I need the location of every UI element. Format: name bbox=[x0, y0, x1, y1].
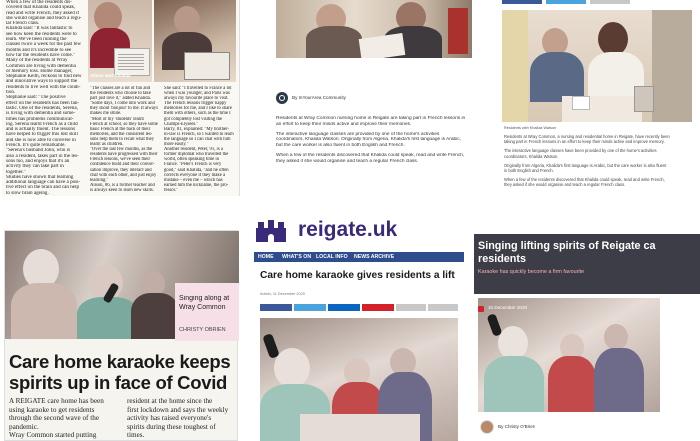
column-3-line: France. "Peter's French is very bbox=[164, 162, 222, 168]
column-1-line: months and it's incredible to see bbox=[6, 47, 72, 53]
article-text-line: The interactive language classes have been provided by one of the home's activities bbox=[504, 148, 657, 154]
column-2-line: learning." bbox=[90, 177, 109, 183]
column-1-line: and innovative ways to support the bbox=[6, 79, 78, 85]
share-email-button[interactable] bbox=[396, 304, 426, 311]
column-1-line: learn. We've been running the bbox=[6, 37, 67, 43]
page-headline: Care home karaoke gives residents a lift bbox=[260, 270, 455, 281]
column-1-line: residents to live well with the condi- bbox=[6, 84, 81, 90]
column-1-line: she would organise and teach a regu- bbox=[6, 15, 82, 21]
column-1-line: have helped to trigger this lost skill bbox=[6, 132, 78, 138]
column-1-line: tion. bbox=[6, 90, 16, 96]
article-column-2 bbox=[90, 86, 162, 193]
column-2-line: they shout 'bonjour' to me. It always bbox=[90, 106, 158, 112]
site-name[interactable]: reigate.uk bbox=[298, 218, 398, 241]
column-1-line: or memory loss. Home manager, bbox=[6, 68, 73, 74]
column-1-line: Common are living with dementia bbox=[6, 63, 76, 69]
column-1-line: ing. Serena learnt French as a child bbox=[6, 121, 78, 127]
column-2-line: sons help them to recall what they bbox=[90, 136, 155, 142]
column-2-line: sation improve, they interact and bbox=[90, 167, 152, 173]
headline-line-1: Care home karaoke keeps bbox=[9, 351, 231, 372]
article-text-line: but the care worker is also fluent in both English and French. bbox=[276, 143, 405, 149]
article-text-line: in both English and French. bbox=[504, 168, 554, 174]
column-3-line: corrects everyone if they make a bbox=[164, 172, 226, 178]
sub-headline: Karaoke has quickly become a firm favourite bbox=[478, 269, 585, 275]
column-3-line: Champs-Elysées." bbox=[164, 121, 199, 127]
column-1-line: tastic. One of the residents, Serena, bbox=[6, 105, 78, 111]
article-text-line: Residents at Wray Common, a nursing and residential home in Reigate, have recently been bbox=[504, 134, 670, 139]
column-1-line: effect on the residents has been fan- bbox=[6, 100, 80, 106]
column-1-line: French. It's quite remarkable. bbox=[6, 143, 66, 149]
article-photo-karaoke bbox=[478, 298, 660, 412]
castle-crest-icon bbox=[256, 220, 286, 242]
column-2-line: "Over the last few months, as the bbox=[90, 147, 153, 153]
photo-callout bbox=[175, 283, 239, 341]
column-1-line: Wray Common started putting bbox=[9, 431, 97, 440]
column-2-line: French at school, so they have some bbox=[90, 121, 158, 127]
byline-avatar-icon bbox=[480, 420, 494, 434]
article-photo-class bbox=[154, 0, 236, 82]
article-column-1 bbox=[6, 0, 86, 196]
nav-whats-on[interactable]: WHAT'S ON bbox=[282, 254, 312, 260]
photo-credit: CHRISTY OBRIEN bbox=[179, 327, 226, 333]
article-text-line: they asked if she would organise and teach a regular French class. bbox=[504, 182, 626, 188]
nav-home[interactable]: HOME bbox=[258, 254, 274, 260]
article-text-line: When a few of the residents discovered that Khalida could speak, read and write French, bbox=[276, 152, 465, 158]
column-3-line: good," said Khalida, "and he often bbox=[164, 167, 229, 173]
article-text-line: coordinators, Khalida Watson. bbox=[504, 153, 559, 159]
column-1-line: Studies have shown that learning bbox=[6, 174, 74, 180]
column-2-line: basic French at the back of their bbox=[90, 126, 151, 132]
column-1-line: times has problems communicat- bbox=[6, 116, 74, 122]
share-facebook-button[interactable] bbox=[260, 304, 292, 311]
clip-karaoke-newspaper bbox=[4, 230, 238, 441]
share-linkedin-button[interactable] bbox=[328, 304, 360, 311]
column-3-line: fessor." bbox=[164, 187, 179, 193]
share-facebook-button[interactable] bbox=[502, 0, 542, 4]
nav-news-archive[interactable]: NEWS ARCHIVE bbox=[354, 254, 395, 260]
column-1-line: tive effect on the brain and can help bbox=[6, 185, 80, 191]
article-column-2 bbox=[127, 397, 239, 440]
clip-inyourarea-article bbox=[262, 0, 482, 196]
column-2-line: first lockdown and says the weekly bbox=[127, 405, 229, 414]
column-2-line: chat with each other, and just enjoy bbox=[90, 172, 157, 178]
column-3-line: former diplomat who travelled the bbox=[164, 152, 229, 158]
column-1-line: using karaoke to get residents bbox=[9, 405, 95, 414]
nav-local-info[interactable]: LOCAL INFO bbox=[316, 254, 348, 260]
column-3-line: them with others, such as the time I bbox=[164, 111, 231, 117]
column-2-line: confidence build and their conver- bbox=[90, 162, 155, 168]
column-2-line: activity has raised everyone's bbox=[127, 414, 212, 423]
column-1-line: see how keen the residents were to bbox=[6, 31, 77, 37]
article-text-line: Residents at Wray Common nursing home in Reigate are taking part in French lessons in bbox=[276, 116, 466, 121]
article-text-line: an effort to keep their minds active and improve their memories. bbox=[276, 121, 412, 127]
photo-caption: Alison and Khalida bbox=[90, 73, 131, 78]
column-1-line: through the second wave of the bbox=[9, 414, 100, 423]
column-3-line: when I was younger, and Paris was bbox=[164, 91, 230, 97]
column-3-line: Another resident, Peter, 91, is a bbox=[164, 147, 223, 153]
column-3-line: always my favourite place to visit. bbox=[164, 96, 229, 102]
column-1-line: pandemic. bbox=[9, 422, 39, 431]
article-body bbox=[504, 134, 698, 188]
callout-line-2: Wray Common bbox=[179, 304, 226, 311]
callout-line-1: Singing along at bbox=[179, 295, 230, 302]
column-1-line: activity they can take part in bbox=[6, 164, 64, 170]
article-text-line: coordinators, Khalida Watson. Originally from Algeria, Khalida's first language is Arabic, bbox=[276, 137, 461, 143]
article-meta: Admin, 11 December 2020 bbox=[260, 292, 305, 296]
column-2-line: is always keen to learn new skills. bbox=[90, 187, 154, 193]
headline-line-2: residents bbox=[478, 253, 527, 265]
article-byline[interactable]: By InYourArea Community bbox=[292, 95, 346, 100]
column-1-line: "Serena's husband John, who is bbox=[6, 148, 70, 154]
article-photo-karaoke bbox=[260, 318, 458, 441]
column-1-line: how far the residents have come." bbox=[6, 52, 76, 58]
article-photo-khalida-residents bbox=[502, 10, 692, 122]
column-2-line: times. bbox=[127, 431, 145, 440]
column-1-line: Stephanie said: "The positive bbox=[6, 95, 66, 101]
article-column-1 bbox=[9, 397, 121, 440]
clip-singing-lifting-spirits bbox=[474, 234, 700, 441]
column-3-line: earned him the nickname, the pro- bbox=[164, 182, 229, 188]
headline-line-2: spirits up in face of Covid bbox=[9, 372, 228, 393]
calendar-icon bbox=[478, 306, 484, 312]
share-pinterest-button[interactable] bbox=[362, 304, 394, 311]
share-bar bbox=[502, 0, 694, 4]
column-1-line: and is actually fluent. The lessons bbox=[6, 127, 75, 133]
article-byline[interactable]: By Christy O'Brien bbox=[498, 424, 536, 429]
column-2-line: spirits during these toughest of bbox=[127, 422, 216, 431]
column-3-line: memories for me, and I like to share bbox=[164, 106, 232, 112]
main-nav bbox=[254, 252, 464, 262]
column-2-line: "Some days, I come into work and bbox=[90, 101, 155, 107]
column-2-line: the residents who choose to take bbox=[90, 91, 151, 97]
column-3-line: the language so I can chat with him bbox=[164, 136, 231, 142]
column-1-line: Khalida said: "It was fantastic to bbox=[6, 26, 73, 32]
article-text-line: The interactive language classes are provided by one of the home's activities bbox=[276, 131, 440, 137]
article-body bbox=[276, 116, 480, 165]
photo-caption: Residents with Khalida Watson bbox=[504, 126, 557, 130]
article-text-line: taking part in French lessons in an effort to keep their minds active and improve memory. bbox=[504, 139, 665, 145]
column-1-line: additional language can have a posi- bbox=[6, 180, 81, 186]
column-2-line: makes me smile. bbox=[90, 111, 122, 117]
column-1-line: to slow brain ageing. bbox=[6, 190, 49, 196]
column-3-line: world, often speaking time in bbox=[164, 157, 220, 163]
column-3-line: more easily." bbox=[164, 142, 189, 148]
article-text-line: When a few of the residents discovered that Khalida could speak, read and write French, bbox=[504, 177, 665, 183]
column-1-line: sons too, and enjoys that it's an bbox=[6, 158, 70, 164]
headline-line-1: Singing lifting spirits of Reigate ca bbox=[478, 240, 656, 252]
share-bar bbox=[260, 304, 458, 312]
column-1-line: is living with dementia and some- bbox=[6, 111, 76, 117]
column-1-line: When a few of the residents dis- bbox=[6, 0, 72, 5]
column-2-line: residents have progressed with their bbox=[90, 152, 158, 158]
column-1-line: Stephanie Keith, reckons to find new bbox=[6, 74, 82, 80]
column-2-line: memories, and the consistent les- bbox=[90, 131, 153, 137]
clip-reigate-uk-page bbox=[254, 212, 464, 441]
share-twitter-button[interactable] bbox=[294, 304, 326, 311]
column-1-line: together." bbox=[6, 169, 26, 175]
column-2-line: "Most of my 'students' learnt bbox=[90, 116, 144, 122]
column-1-line: covered that Khalida could speak, bbox=[6, 5, 76, 11]
column-2-line: resident at the home since the bbox=[127, 397, 213, 405]
column-1-line: A REIGATE care home has been bbox=[9, 397, 104, 405]
share-print-button[interactable] bbox=[428, 304, 458, 311]
column-1-line: read and write French, they asked if bbox=[6, 10, 80, 16]
column-3-line: Barry, 81, explained: "My brother- bbox=[164, 126, 230, 132]
column-2-line: part just love it," added Khalida. bbox=[90, 96, 151, 102]
column-1-line: also a resident, takes part in the les- bbox=[6, 153, 79, 159]
article-text-line: they asked if she would organise and teach a regular French class. bbox=[276, 158, 419, 164]
column-3-line: got completely lost visiting the bbox=[164, 116, 223, 122]
byline-avatar-icon bbox=[276, 92, 288, 104]
column-1-line: lar French class. bbox=[6, 21, 40, 27]
column-2-line: "The classes are a lot of fun and bbox=[90, 86, 151, 91]
article-photo-alison-khalida bbox=[88, 0, 152, 82]
headline-banner bbox=[474, 234, 700, 294]
article-photo-residents-learning bbox=[276, 0, 472, 58]
article-date: 10 December 2020 bbox=[488, 305, 528, 310]
share-email-button[interactable] bbox=[590, 0, 630, 4]
article-text-line: Originally from Algeria, Khalida's first language is Arabic, but the care worker is also fluent bbox=[504, 162, 667, 168]
article-column-3 bbox=[164, 86, 238, 193]
column-2-line: French lessons, we've seen their bbox=[90, 157, 151, 163]
column-2-line: Alison, 86, is a former teacher and bbox=[90, 182, 155, 188]
column-3-line: mistake – even me – which has bbox=[164, 177, 223, 183]
column-2-line: learnt as children. bbox=[90, 142, 124, 148]
column-1-line: Many of the residents at Wray bbox=[6, 58, 68, 64]
column-3-line: She said: "I travelled to France a lot bbox=[164, 86, 232, 91]
clip-web-article-right bbox=[500, 0, 700, 196]
share-twitter-button[interactable] bbox=[546, 0, 586, 4]
column-3-line: The French lessons trigger happy bbox=[164, 101, 227, 107]
column-1-line: classes twice a week for the past few bbox=[6, 42, 82, 48]
column-3-line: in-law is French, so I wanted to learn bbox=[164, 131, 234, 137]
column-1-line: and she is now able to converse in bbox=[6, 137, 76, 143]
clip-french-lessons-newspaper bbox=[2, 0, 240, 196]
